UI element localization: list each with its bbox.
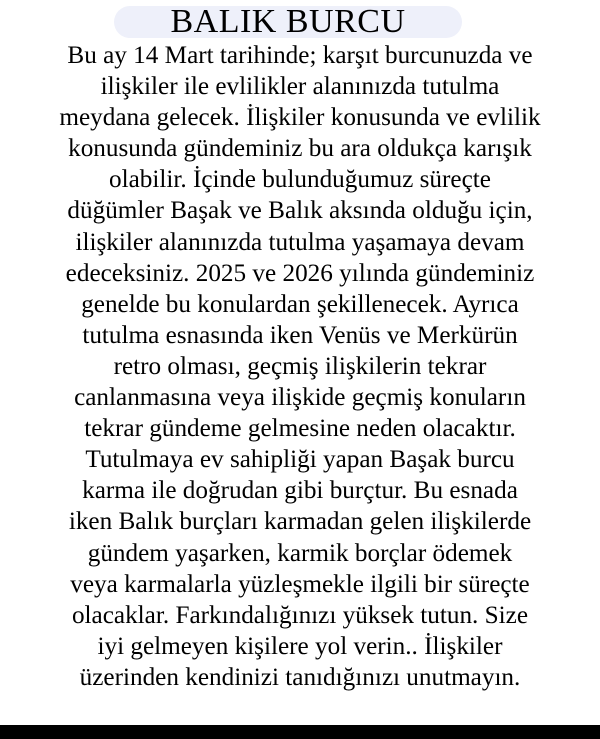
body-line: konusunda gündeminiz bu ara oldukça karışık bbox=[68, 135, 532, 163]
body-line: iken Balık burçları karmadan gelen ilişkilerde bbox=[68, 508, 532, 536]
body-line: canlanmasına veya ilişkide geçmiş konuların bbox=[74, 384, 526, 412]
page-title: BALIK BURCU bbox=[170, 3, 406, 40]
body-line: retro olması, geçmiş ilişkilerin tekrar bbox=[113, 352, 487, 380]
body-line: ilişkiler alanınızda tutulma yaşamaya devam bbox=[75, 228, 525, 256]
body-line: veya karmalarla yüzleşmekle ilgili bir süreçte bbox=[70, 570, 530, 598]
body-line: edeceksiniz. 2025 ve 2026 yılında gündeminiz bbox=[65, 259, 535, 287]
body-line: Tutulmaya ev sahipliği yapan Başak burcu bbox=[85, 446, 515, 474]
body-line: tekrar gündeme gelmesine neden olacaktır. bbox=[84, 415, 516, 443]
body-line: düğümler Başak ve Balık aksında olduğu için, bbox=[67, 197, 533, 225]
body-line: karma ile doğrudan gibi burçtur. Bu esnada bbox=[82, 477, 518, 505]
body-line: tutulma esnasında iken Venüs ve Merkürün bbox=[82, 321, 518, 349]
body-line: iyi gelmeyen kişilere yol verin.. İlişkiler bbox=[97, 632, 503, 660]
body-line: olabilir. İçinde bulunduğumuz süreçte bbox=[109, 166, 491, 194]
article-body bbox=[0, 40, 600, 693]
body-line: üzerinden kendinizi tanıdığınızı unutmayın. bbox=[79, 663, 521, 691]
body-line: Bu ay 14 Mart tarihinde; karşıt burcunuzda ve bbox=[67, 42, 533, 69]
body-line: genelde bu konulardan şekillenecek. Ayrıca bbox=[81, 290, 519, 318]
body-line: gündem yaşarken, karmik borçlar ödemek bbox=[87, 539, 513, 567]
body-line: olacaklar. Farkındalığınızı yüksek tutun. Size bbox=[71, 601, 529, 629]
bottom-bar bbox=[0, 725, 600, 739]
body-line: meydana gelecek. İlişkiler konusunda ve evlilik bbox=[59, 104, 541, 132]
body-line: ilişkiler ile evlilikler alanınızda tutulma bbox=[100, 73, 500, 101]
